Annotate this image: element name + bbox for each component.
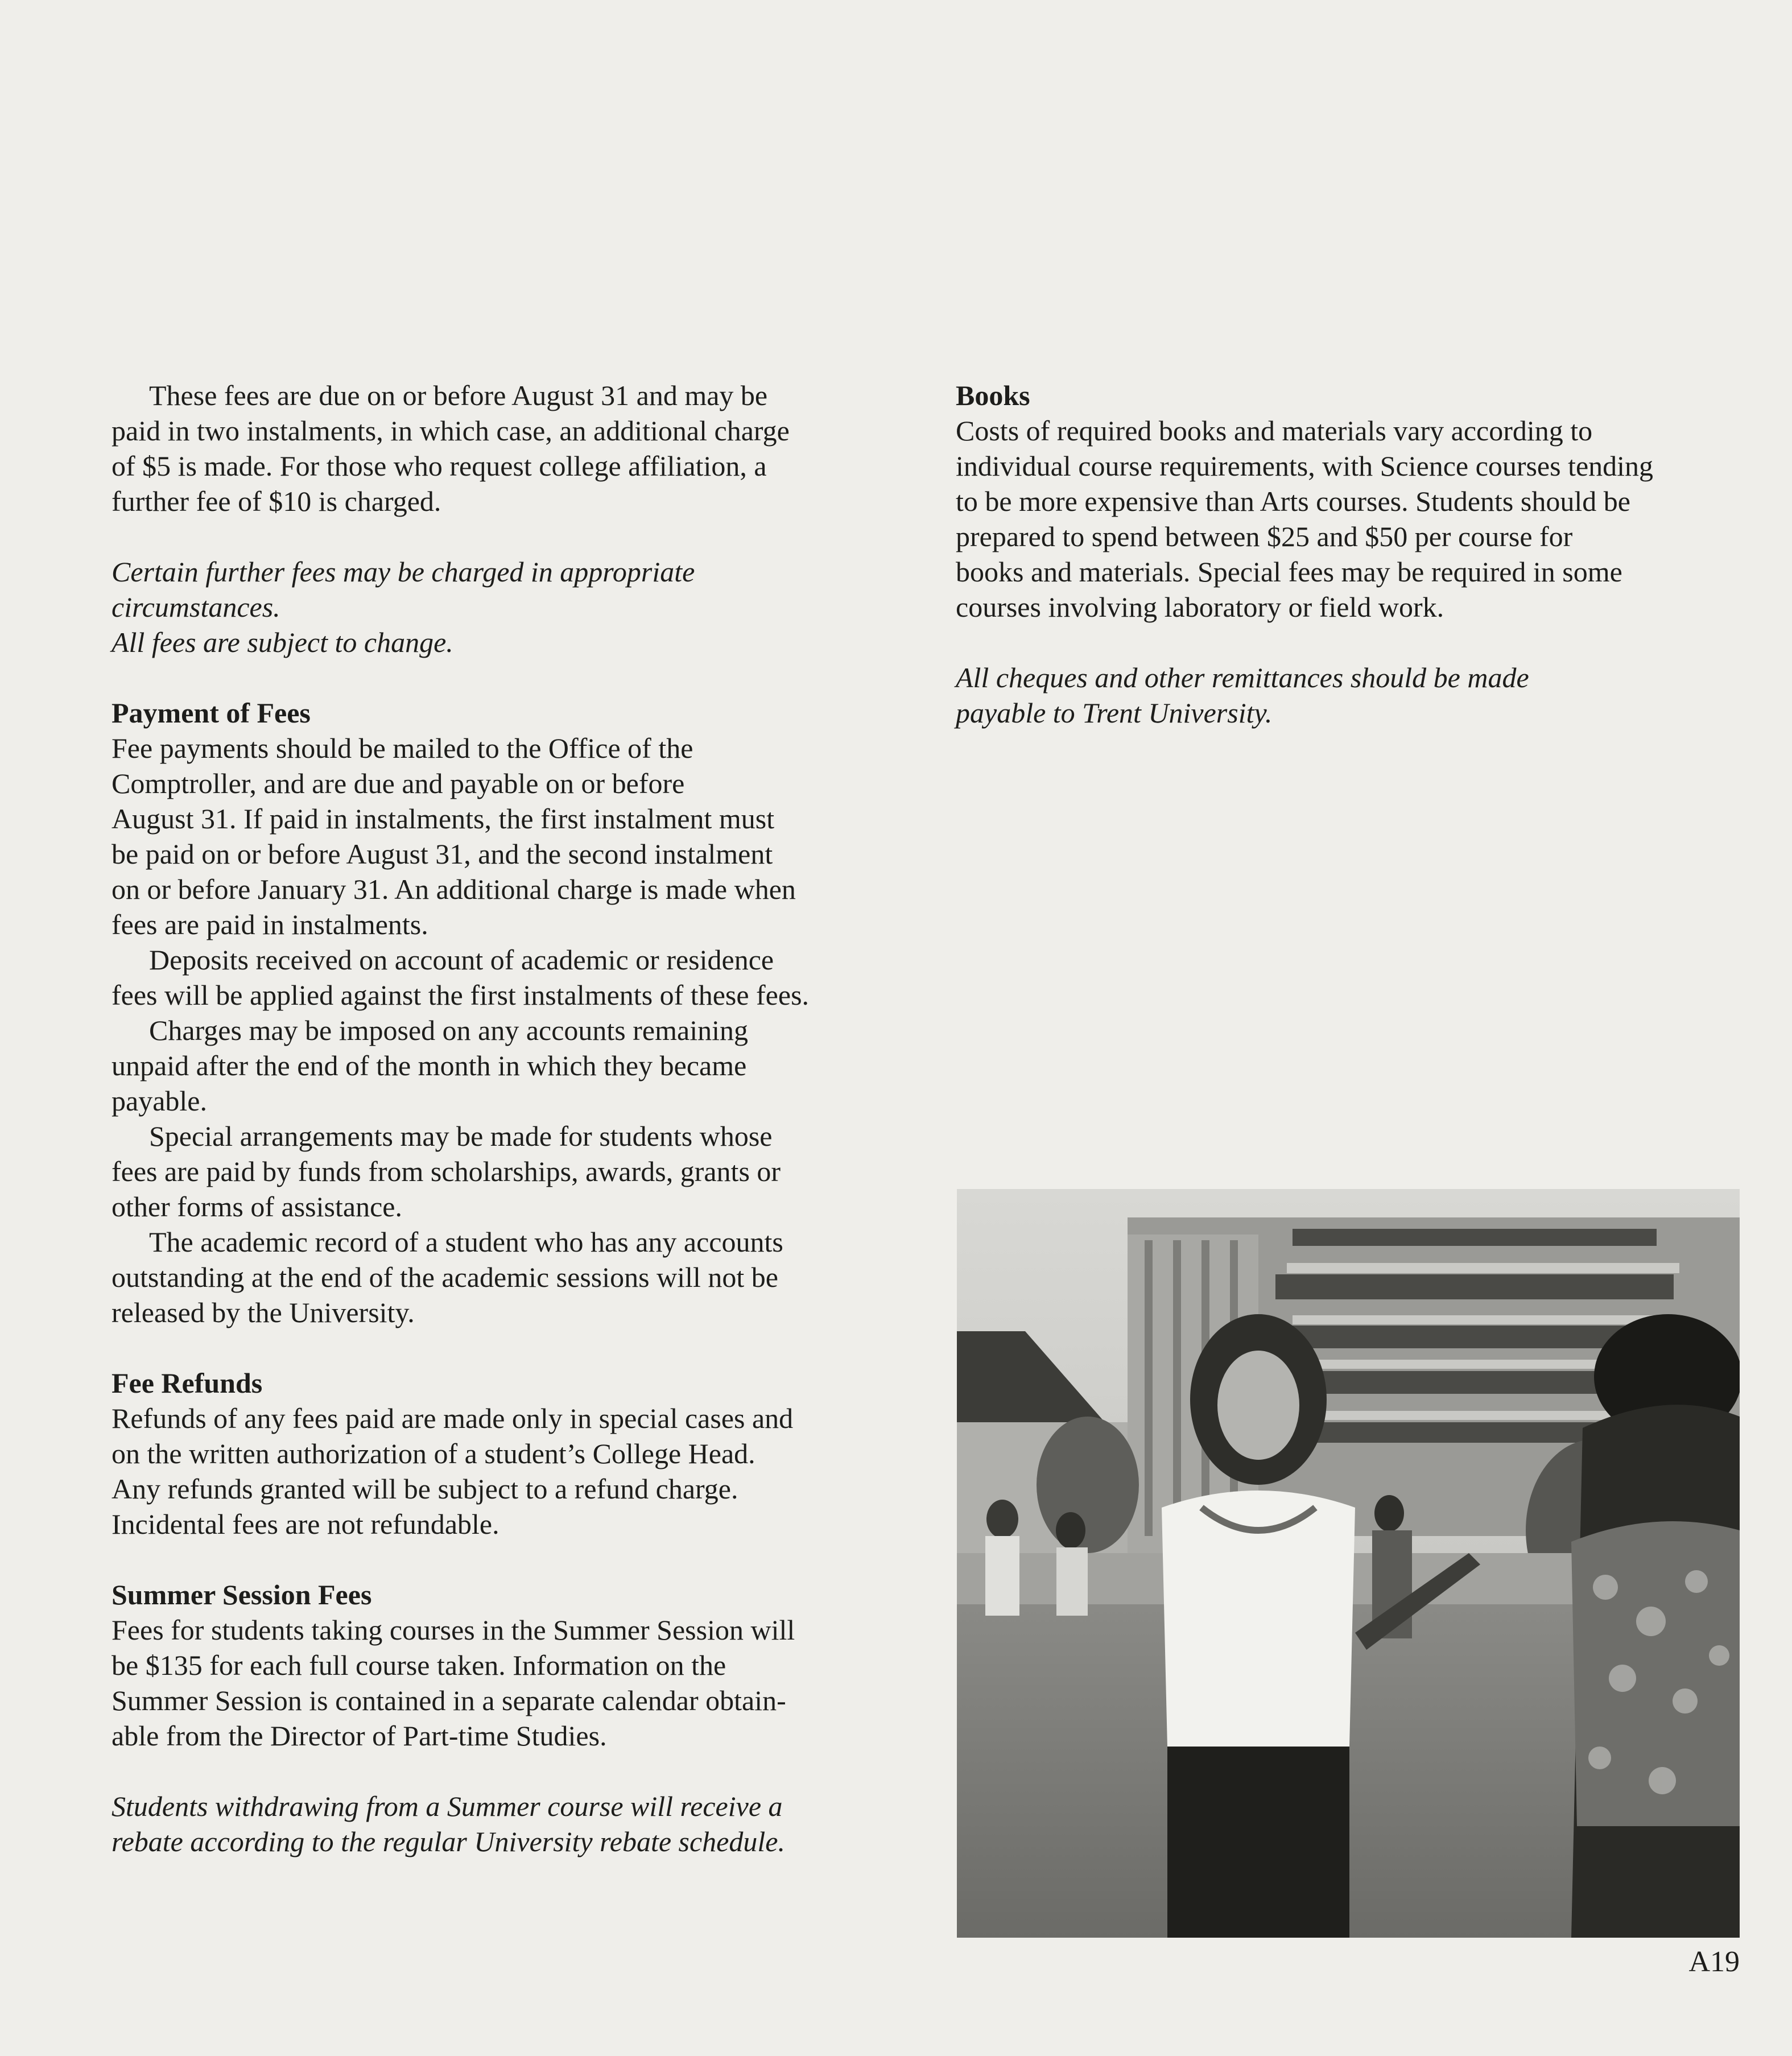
summer-withdrawal-note: Students withdrawing from a Summer course will receive a rebate according to the regular University rebate schedule. (112, 1790, 785, 1857)
payment-paragraph-2: Deposits received on account of academic or residence fees will be applied against the first instalments of these fees. (112, 944, 810, 1011)
payment-paragraph-5: The academic record of a student who has any accounts outstanding at the end of the academic sessions will not be released by the University. (112, 1226, 783, 1328)
summer-session-paragraph: Fees for students taking courses in the Summer Session will be $135 for each full course taken. Information on the Summer Session is contained in a separate calendar obtain- able from the Director of Part-time Studies. (112, 1614, 795, 1752)
books-heading: Books (956, 379, 1030, 411)
fee-refunds-heading: Fee Refunds (112, 1367, 263, 1399)
payment-of-fees-heading: Payment of Fees (112, 697, 311, 729)
photo-illustration (957, 1189, 1740, 1938)
campus-students-photo (957, 1189, 1740, 1938)
cheques-note: All cheques and other remittances should be made payable to Trent University. (956, 662, 1529, 729)
intro-paragraph: These fees are due on or before August 31 and may be paid in two instalments, in which case, an additional charge of $5 is made. For those who request college affiliation, a further fee of $10 is charged. (112, 379, 790, 517)
right-column (956, 378, 1746, 730)
payment-paragraph-1: Fee payments should be mailed to the Office of the Comptroller, and are due and payable on or before August 31. If paid in instalments, the first instalment must be paid on or before August 31, and the second instalment on or before January 31. An additional charge is made when fees are paid in instalments. (112, 732, 796, 940)
fees-notice: Certain further fees may be charged in appropriate circumstances. All fees are subject to change. (112, 556, 695, 658)
left-column (112, 378, 902, 1859)
payment-paragraph-3: Charges may be imposed on any accounts remaining unpaid after the end of the month in which they became payable. (112, 1014, 748, 1117)
summer-session-fees-heading: Summer Session Fees (112, 1579, 372, 1611)
books-paragraph: Costs of required books and materials vary according to individual course requirements, with Science courses tending to be more expensive than Arts courses. Students should be prepared to spend between $25 and $50 per course for books and materials. Special fees may be required in some courses involving laboratory or field work. (956, 415, 1654, 623)
payment-paragraph-4: Special arrangements may be made for students whose fees are paid by funds from scholarships, awards, grants or other forms of assistance. (112, 1120, 781, 1223)
fee-refunds-paragraph: Refunds of any fees paid are made only in special cases and on the written authorization of a student’s College Head. Any refunds granted will be subject to a refund charge. Incidental fees are not refundable. (112, 1402, 794, 1540)
page-number: A19 (1688, 1946, 1740, 1978)
